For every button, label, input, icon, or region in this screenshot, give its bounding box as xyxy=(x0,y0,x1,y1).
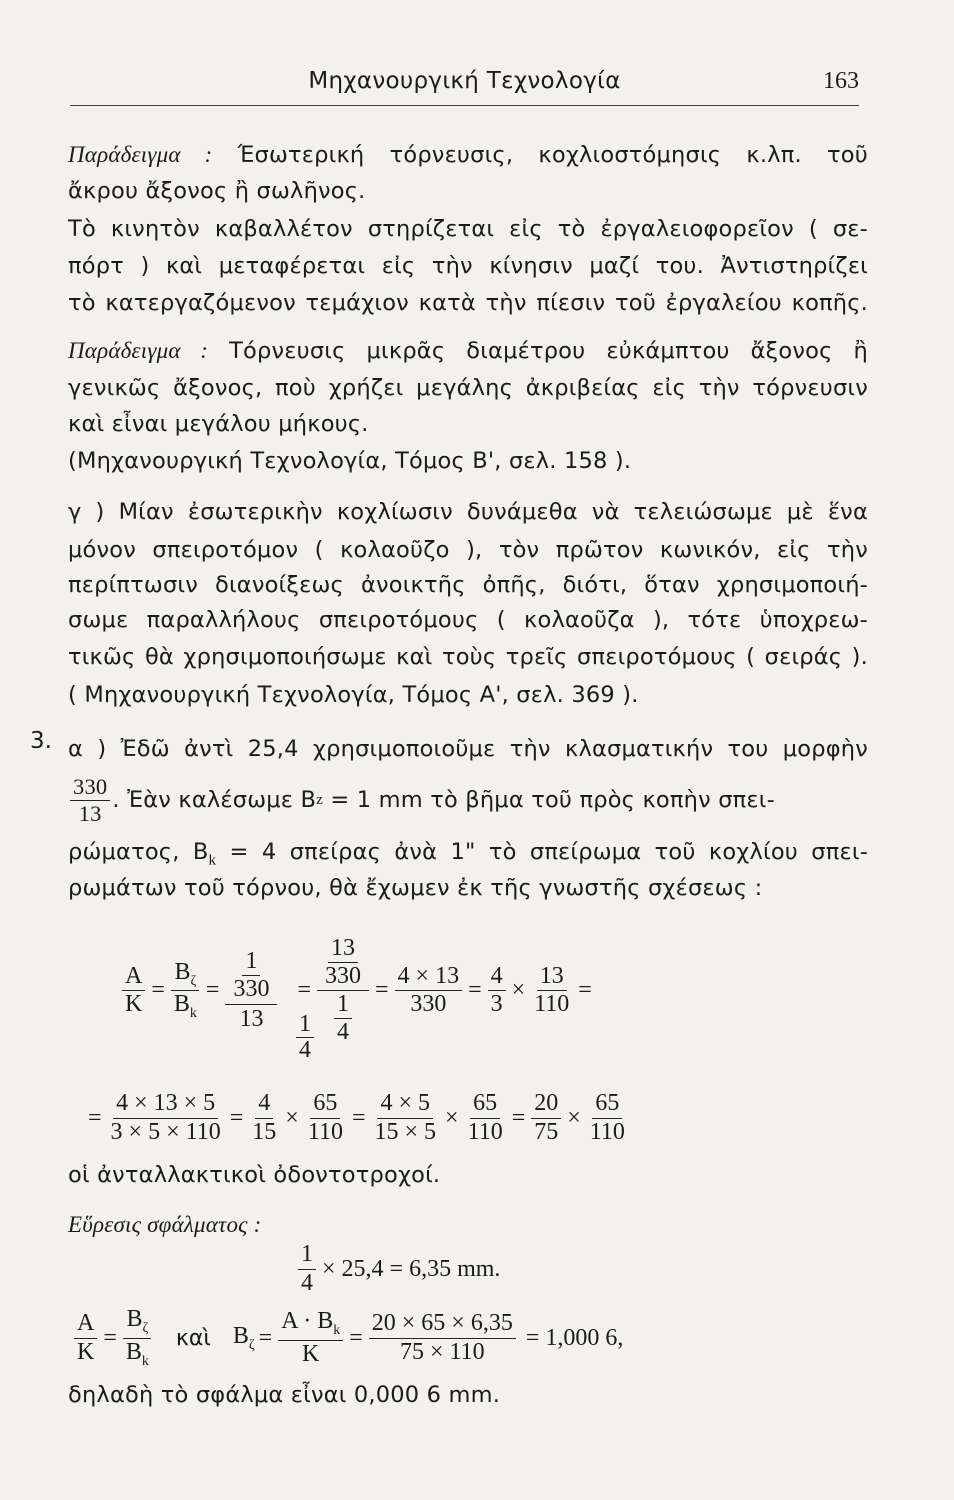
para-2-line-2: πόρτ ) καὶ μεταφέρεται εἰς τὴν κίνησιν μαζί του. Ἀντιστηρίζει xyxy=(68,253,868,279)
times-sign: × xyxy=(285,1104,299,1131)
fraction-Bz-Bk: $\frac{B_\zeta}{B_k}$ xyxy=(171,960,200,1022)
equals-sign: = xyxy=(468,977,482,1003)
error-equation-1 xyxy=(296,1238,500,1300)
fraction-ABk-K: $\frac{A \cdot B_k}{K}$ xyxy=(278,1309,343,1367)
example-1-text: Έσωτερική τόρνευσις, κοχλιοστόμησις κ.λπ. τοῦ xyxy=(237,142,868,168)
fraction-r2-2: $\frac{4}{15}$ xyxy=(252,1090,277,1145)
error-heading: Εὕρεσις σφάλματος : xyxy=(68,1212,262,1237)
fraction-A-K: $\frac{A}{K}$ xyxy=(122,964,145,1017)
equals-sign: = xyxy=(511,1104,526,1131)
para-gamma-line-4: σωμε παραλλήλους σπειροτόμους ( κολαοῦζα ), τότε ὑποχρεω- xyxy=(68,607,868,633)
fraction-Bz-Bk: $\frac{B_\zeta}{B_k}$ xyxy=(123,1307,152,1369)
subscript: k xyxy=(208,852,217,869)
fraction-r2-6: $\frac{20}{75}$ xyxy=(531,1091,561,1144)
final-statement: δηλαδὴ τὸ σφάλμα εἶναι 0,000 6 mm. xyxy=(68,1382,501,1408)
section-3-line-4: ρωμάτων τοῦ τόρνου, θὰ ἔχωμεν ἐκ τῆς γνωστῆς σχέσεως : xyxy=(68,875,763,901)
example-2-text: Τόρνευσις μικρᾶς διαμέτρου εὐκάμπτου ἄξονος ἢ xyxy=(229,338,868,364)
equals-sign: = xyxy=(349,1324,363,1351)
compound-fraction-2: $\frac{\frac{13}{330}}{\frac{1}{4}}$ xyxy=(317,936,369,1046)
equals-sign: = xyxy=(578,977,592,1003)
fraction-A-K: $\frac{A}{K}$ xyxy=(74,1311,97,1364)
example-1-line-2: ἄκρου ἄξονος ἢ σωλῆνος. xyxy=(68,178,366,204)
section-3-text: = 4 σπείρας ἀνὰ 1" τὸ σπείρωμα τοῦ κοχλίου σπει- xyxy=(216,839,869,865)
example-2-line-1 xyxy=(68,336,868,366)
example-label: Παράδειγμα : xyxy=(68,338,209,363)
times-sign: × xyxy=(445,1104,459,1131)
running-title: Μηχανουργική Τεχνολογία xyxy=(308,68,621,94)
para-gamma-line-3: περίπτωσιν διανοίξεως ἀνοικτῆς ὀπῆς, διότι, ὅταν χρησιμοποιή- xyxy=(68,572,868,598)
fraction-13-110: $\frac{13}{110}$ xyxy=(534,962,570,1017)
compound-fraction-1: $\frac{\frac{1}{330}}{13}$ xyxy=(225,949,277,1032)
compound-fraction-1-den xyxy=(273,977,291,1004)
example-2-line-2: γενικῶς ἄξονος, ποὺ χρήζει μεγάλης ἀκριβείας εἰς τὴν τόρνευσιν xyxy=(68,375,868,401)
fraction-r2-7: $\frac{65}{110}$ xyxy=(589,1090,625,1145)
section-3-text: . Ἐὰν καλέσωμε B xyxy=(112,786,317,813)
example-1-line-1 xyxy=(68,140,868,170)
example-label: Παράδειγμα : xyxy=(68,142,213,167)
section-3-line-1: α ) Ἐδῶ ἀντὶ 25,4 χρησιμοποιοῦμε τὴν κλασματικήν του μορφὴν xyxy=(68,736,868,762)
fraction-330-13: $\frac{330}{13}$ xyxy=(70,775,110,825)
equation-ratio xyxy=(120,898,596,1083)
header-rule xyxy=(70,105,859,106)
equals-sign: = xyxy=(151,977,165,1003)
error-equation-2: $\frac{A}{K}$ = $\frac{B_\zeta}{B_k}$ καὶ $B_\zeta$ = $\frac{A \cdot B_k}{K}$ = $\frac{20 \times 65 \times 6,35}{75 \times 110}$ = 1,000 6, xyxy=(72,1305,623,1371)
equals-sign: = xyxy=(258,1324,273,1351)
fraction-result: $\frac{20 \times 65 \times 6,35}{75 \times 110}$ xyxy=(369,1311,516,1364)
para-gamma-line-5: τικῶς θὰ χρησιμοποιήσωμε καὶ τοὺς τρεῖς σπειροτόμους ( σειράς ). xyxy=(68,644,868,670)
fraction-r2-4: $\frac{4 \times 5}{15 \times 5}$ xyxy=(374,1090,437,1145)
page-number: 163 xyxy=(823,68,859,94)
error-product: × 25,4 = 6,35 mm. xyxy=(322,1255,501,1282)
equals-sign: = xyxy=(103,1324,117,1351)
reference-2: ( Μηχανουργική Τεχνολογία, Τόμος Α', σελ. 369 ). xyxy=(68,682,639,708)
fraction-r2-1: $\frac{4 \times 13 \times 5}{3 \times 5 \times 110}$ xyxy=(110,1090,221,1145)
section-3-line-3 xyxy=(68,837,868,876)
gears-caption: οἱ ἀνταλλακτικοὶ ὀδοντοτροχοί. xyxy=(68,1162,441,1188)
section-number: 3. xyxy=(30,728,52,754)
and-word: καὶ xyxy=(175,1325,211,1351)
para-2-line-1: Τὸ κινητὸν καβαλλέτον στηρίζεται εἰς τὸ ἐργαλειοφορεῖον ( σε- xyxy=(68,216,868,242)
equals-sign: = xyxy=(205,977,220,1003)
equals-sign: = xyxy=(375,977,389,1003)
fraction-r2-5: $\frac{65}{110}$ xyxy=(467,1090,503,1145)
section-3-line-2 xyxy=(68,770,868,830)
para-2-line-3: τὸ κατεργαζόμενον τεμάχιον κατὰ τὴν πίεσιν τοῦ ἐργαλείου κοπῆς. xyxy=(68,290,868,316)
equation-row-2 xyxy=(84,1082,630,1154)
fraction-4-3: $\frac{4}{3}$ xyxy=(488,964,506,1017)
para-gamma-line-2: μόνον σπειροτόμον ( κολαοῦζο ), τὸν πρῶτον κωνικόν, εἰς τὴν xyxy=(68,537,868,563)
equals-sign: = xyxy=(351,1104,366,1131)
page-header xyxy=(70,68,859,102)
result-value: = 1,000 6, xyxy=(525,1324,624,1351)
example-2-line-3: καὶ εἶναι μεγάλου μήκους. xyxy=(68,411,369,437)
times-sign: × xyxy=(511,977,526,1003)
equals-sign: = xyxy=(229,1104,244,1131)
section-3-text: ρώματος, B xyxy=(68,839,209,865)
compound-fraction-1-lower: 1 4 xyxy=(296,1012,314,1063)
reference-1: (Μηχανουργική Τεχνολογία, Τόμος Β', σελ. 158 ). xyxy=(68,448,632,474)
section-3-text: = 1 mm τὸ βῆμα τοῦ πρὸς κοπὴν σπει- xyxy=(323,786,775,813)
equals-sign: = xyxy=(297,977,311,1003)
subscript: z xyxy=(316,791,324,808)
fraction-4x13-330: $\frac{4 \times 13}{330}$ xyxy=(395,964,463,1017)
fraction-1-4: $\frac{1}{4}$ xyxy=(298,1242,316,1295)
equals-sign: = xyxy=(88,1104,102,1131)
para-gamma-line-1: γ ) Μίαν ἐσωτερικὴν κοχλίωσιν δυνάμεθα νὰ τελειώσωμε μὲ ἕνα xyxy=(68,499,868,525)
times-sign: × xyxy=(567,1104,581,1131)
fraction-r2-3: $\frac{65}{110}$ xyxy=(307,1090,343,1145)
